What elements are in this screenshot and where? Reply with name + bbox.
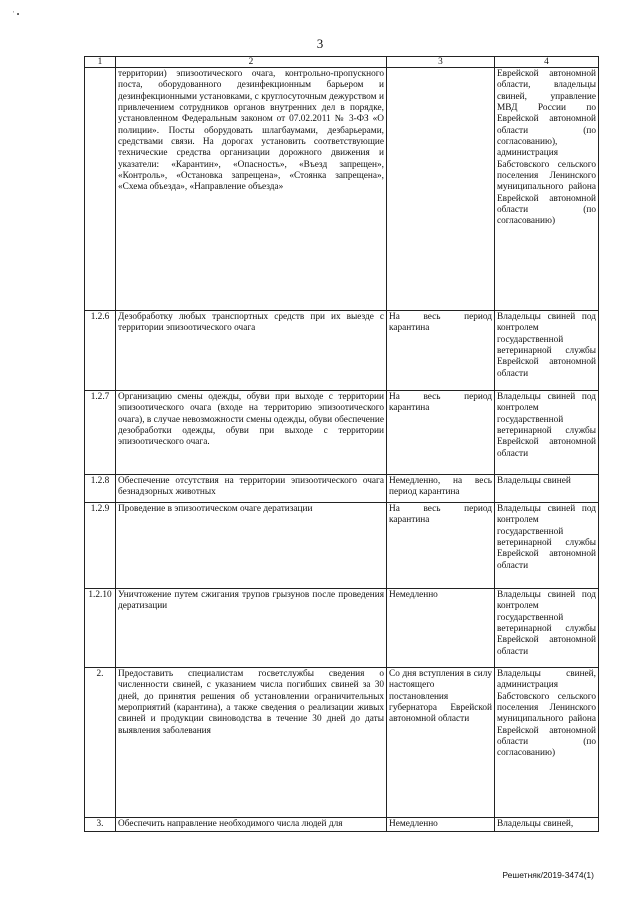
page-number: 3	[316, 36, 324, 51]
responsible-text: Владельцы свиней под контролем государственной ветеринарной службы Еврейской автономной области	[495, 589, 599, 668]
row-number: 2.	[85, 668, 116, 818]
measure-text: Организацию смены одежды, обуви при выходе с территории эпизоотического очага (входе на территорию эпизоотического очага), в случае невозможности смены одежды, обуви обеспечение дезобработки одежды, обуви при выходе с территории эпизоотического очага.	[116, 391, 387, 475]
table-row	[85, 668, 599, 818]
responsible-text: Еврейской автономной области, владельцы свиней, управление МВД России по Еврейской автономной области (по согласованию), администрация Бабстовского сельского поселения Ленинского муниципального района Еврейской автономной области (по согласованию)	[495, 68, 599, 311]
row-number	[85, 68, 116, 311]
responsible-text: Владельцы свиней под контролем государственной ветеринарной службы Еврейской автономной области	[495, 391, 599, 475]
measure-text: Проведение в эпизоотическом очаге дератизации	[116, 503, 387, 589]
document-reference: Решетняк/2019-3474(1)	[502, 870, 594, 880]
measure-text: Обеспечение отсутствия на территории эпизоотического очага безнадзорных животных	[116, 475, 387, 503]
row-number: 1.2.9	[85, 503, 116, 589]
table-row	[85, 475, 599, 503]
margin-marks: ˈ •	[12, 10, 20, 19]
measure-text: Обеспечить направление необходимого числа людей для	[116, 818, 387, 832]
responsible-text: Владельцы свиней, администрация Бабстовского сельского поселения Ленинского муниципального района Еврейской автономной области (по согласованию)	[495, 668, 599, 818]
term-text: Немедленно	[387, 818, 495, 832]
responsible-text: Владельцы свиней,	[495, 818, 599, 832]
row-number: 3.	[85, 818, 116, 832]
measure-text: Предоставить специалистам госветслужбы сведения о численности свиней, с указанием числа погибших свиней за 30 дней, до принятия решения об установлении ограничительных мероприятий (карантина), а также сведения о реализации живых свиней и продукции свиноводства в течение 30 дней до даты выявления заболевания	[116, 668, 387, 818]
column-number: 2	[116, 57, 387, 68]
measures-table	[84, 56, 599, 832]
responsible-text: Владельцы свиней под контролем государственной ветеринарной службы Еврейской автономной области	[495, 503, 599, 589]
table-row	[85, 311, 599, 391]
row-number: 1.2.7	[85, 391, 116, 475]
term-text: На весь период карантина	[387, 503, 495, 589]
row-number: 1.2.10	[85, 589, 116, 668]
table-row	[85, 391, 599, 475]
row-number: 1.2.6	[85, 311, 116, 391]
column-number: 4	[495, 57, 599, 68]
column-number: 3	[387, 57, 495, 68]
measure-text: Уничтожение путем сжигания трупов грызунов после проведения дератизации	[116, 589, 387, 668]
table-row	[85, 68, 599, 311]
row-number: 1.2.8	[85, 475, 116, 503]
term-text: Немедленно, на весь период карантина	[387, 475, 495, 503]
measure-text: территории) эпизоотического очага, контрольно-пропускного поста, оборудованного дезинфекционным барьером и дезинфекционными установками, с круглосуточным дежурством и привлечением сотрудников органов внутренних дел в порядке, установленном Федеральным законом от 07.02.2011 № 3-ФЗ «О полиции». Посты оборудовать шлагбаумами, дезбарьерами, средствами связи. На дорогах установить соответствующие технические средства организации дорожного движения и указатели: «Карантин», «Опасность», «Въезд запрещен», «Контроль», «Остановка запрещена», «Стоянка запрещена», «Схема объезда», «Направление объезда»	[116, 68, 387, 311]
measure-text: Дезобработку любых транспортных средств при их выезде с территории эпизоотического очага	[116, 311, 387, 391]
term-text: На весь период карантина	[387, 391, 495, 475]
table-row	[85, 503, 599, 589]
term-text: На весь период карантина	[387, 311, 495, 391]
table-row	[85, 818, 599, 832]
table-row	[85, 589, 599, 668]
term-text	[387, 68, 495, 311]
term-text: Со дня вступления в силу настоящего постановления губернатора Еврейской автономной области	[387, 668, 495, 818]
responsible-text: Владельцы свиней под контролем государственной ветеринарной службы Еврейской автономной области	[495, 311, 599, 391]
term-text: Немедленно	[387, 589, 495, 668]
responsible-text: Владельцы свиней	[495, 475, 599, 503]
column-number: 1	[85, 57, 116, 68]
column-number-row	[85, 57, 599, 68]
